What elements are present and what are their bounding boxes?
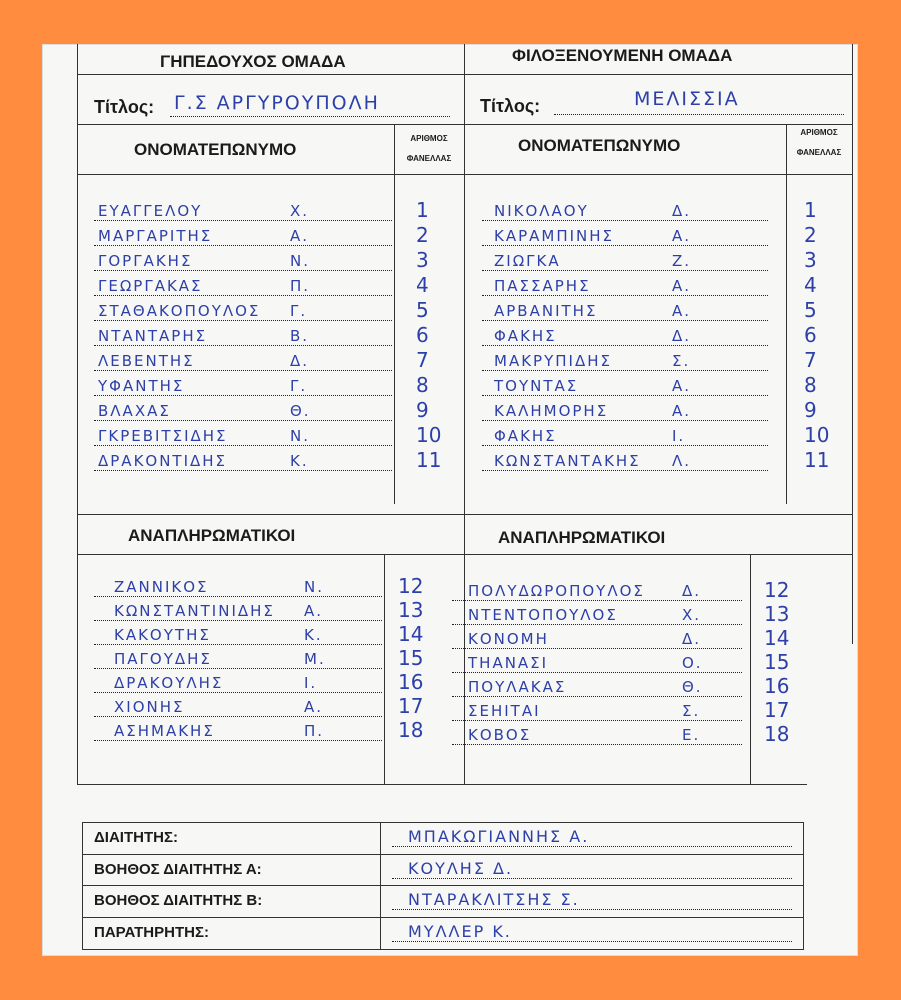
away-title-label: Τίτλος: xyxy=(480,96,541,116)
away-sub-player-initial: Δ. xyxy=(682,582,702,600)
home-player-initial: Γ. xyxy=(290,302,308,320)
away-sub-player-initial: Ε. xyxy=(682,726,701,744)
home-subs-heading: ΑΝΑΠΛΗΡΩΜΑΤΙΚΟΙ xyxy=(128,526,296,545)
home-shirt-number: 8 xyxy=(416,373,429,397)
home-player-initial: Δ. xyxy=(290,352,310,370)
away-sub-player-name: ΝΤΕΝΤΟΠΟΥΛΟΣ xyxy=(468,606,618,624)
home-team-heading: ΓΗΠΕΔΟΥΧΟΣ ΟΜΑΔΑ xyxy=(160,52,346,71)
away-team-heading: ΦΙΛΟΞΕΝΟΥΜΕΝΗ ΟΜΑΔΑ xyxy=(512,46,733,65)
away-name-header: ΟΝΟΜΑΤΕΠΩΝΥΜΟ xyxy=(518,136,681,155)
home-sub-row-line xyxy=(94,692,382,693)
home-row-line xyxy=(94,395,392,396)
away-player-initial: Α. xyxy=(672,402,692,420)
away-shirt-number: 10 xyxy=(804,423,830,447)
home-title-line xyxy=(170,116,450,117)
home-row-line xyxy=(94,295,392,296)
home-sub-player-name: ΑΣΗΜΑΚΗΣ xyxy=(114,722,215,740)
official-line xyxy=(392,909,792,910)
away-number-header xyxy=(786,126,852,160)
away-sub-player-initial: Χ. xyxy=(682,606,702,624)
home-row-line xyxy=(94,270,392,271)
home-player-initial: Ν. xyxy=(290,427,310,445)
home-shirt-number: 5 xyxy=(416,298,429,322)
home-subs-number-divider xyxy=(384,554,385,784)
subs-bottom-rule xyxy=(77,784,807,785)
home-sub-player-name: ΚΑΚΟΥΤΗΣ xyxy=(114,626,211,644)
center-divider xyxy=(464,44,465,784)
official-role-label: ΔΙΑΙΤΗΤΗΣ: xyxy=(94,829,178,846)
official-name: ΝΤΑΡΑΚΛΙΤΣΗΣ Σ. xyxy=(408,890,580,909)
away-player-name: ΦΑΚΗΣ xyxy=(494,427,557,445)
away-player-name: ΦΑΚΗΣ xyxy=(494,327,557,345)
away-sub-shirt-number: 15 xyxy=(764,650,790,674)
home-sub-row-line xyxy=(94,596,382,597)
home-shirt-number: 2 xyxy=(416,223,429,247)
away-sub-player-initial: Δ. xyxy=(682,630,702,648)
away-row-line xyxy=(482,270,768,271)
home-player-name: ΝΤΑΝΤΑΡΗΣ xyxy=(98,327,208,345)
home-player-initial: Ν. xyxy=(290,252,310,270)
away-sub-row-line xyxy=(452,744,742,745)
away-player-initial: Λ. xyxy=(672,452,692,470)
home-row-line xyxy=(94,245,392,246)
left-border xyxy=(77,44,78,784)
home-row-line xyxy=(94,370,392,371)
official-name: ΜΥΛΛΕΡ Κ. xyxy=(408,921,512,941)
home-sub-player-name: ΠΑΓΟΥΔΗΣ xyxy=(114,650,212,668)
away-shirt-number: 8 xyxy=(804,373,817,397)
home-row-line xyxy=(94,220,392,221)
away-row-line xyxy=(482,345,768,346)
home-sub-player-name: ΚΩΝΣΤΑΝΤΙΝΙΔΗΣ xyxy=(114,602,275,620)
home-player-name: ΓΚΡΕΒΙΤΣΙΔΗΣ xyxy=(98,427,228,445)
away-player-initial: Α. xyxy=(672,377,692,395)
home-sub-row-line xyxy=(94,644,382,645)
away-player-name: ΚΑΛΗΜΟΡΗΣ xyxy=(494,402,609,420)
home-sub-row-line xyxy=(94,668,382,669)
away-sub-row-line xyxy=(452,600,742,601)
away-row-line xyxy=(482,295,768,296)
away-player-name: ΝΙΚΟΛΑΟΥ xyxy=(494,202,589,220)
away-number-column-divider xyxy=(786,124,787,504)
away-sub-row-line xyxy=(452,624,742,625)
away-player-name: ΑΡΒΑΝΙΤΗΣ xyxy=(494,302,598,320)
home-title-label: Τίτλος: xyxy=(94,97,155,117)
away-row-line xyxy=(482,245,768,246)
home-player-initial: Χ. xyxy=(290,202,310,220)
home-player-initial: Α. xyxy=(290,227,310,245)
home-row-line xyxy=(94,320,392,321)
away-shirt-number: 11 xyxy=(804,448,830,472)
away-number-header-line2: ΦΑΝΕΛΛΑΣ xyxy=(796,148,842,157)
away-player-initial: Δ. xyxy=(672,327,692,345)
home-player-initial: Π. xyxy=(290,277,311,295)
home-player-name: ΔΡΑΚΟΝΤΙΔΗΣ xyxy=(98,452,228,470)
away-shirt-number: 5 xyxy=(804,298,817,322)
away-player-initial: Α. xyxy=(672,277,692,295)
away-subs-heading: ΑΝΑΠΛΗΡΩΜΑΤΙΚΟΙ xyxy=(498,528,666,547)
home-player-initial: Θ. xyxy=(290,402,311,420)
away-sub-shirt-number: 16 xyxy=(764,674,790,698)
title-rule xyxy=(77,124,852,125)
subs-header-rule xyxy=(77,554,852,555)
home-sub-player-initial: Π. xyxy=(304,722,325,740)
away-player-initial: Σ. xyxy=(672,352,691,370)
away-sub-player-name: ΠΟΛΥΔΩΡΟΠΟΥΛΟΣ xyxy=(468,582,645,600)
away-sub-player-name: ΣΕΗΙΤΑΙ xyxy=(468,702,541,720)
away-row-line xyxy=(482,445,768,446)
home-player-name: ΣΤΑΘΑΚΟΠΟΥΛΟΣ xyxy=(98,302,261,320)
home-player-name: ΛΕΒΕΝΤΗΣ xyxy=(98,352,195,370)
home-sub-shirt-number: 17 xyxy=(398,694,424,718)
away-shirt-number: 2 xyxy=(804,223,817,247)
away-shirt-number: 7 xyxy=(804,348,817,372)
home-row-line xyxy=(94,470,392,471)
away-player-initial: Ι. xyxy=(672,427,686,445)
away-sub-row-line xyxy=(452,672,742,673)
home-sub-shirt-number: 12 xyxy=(398,574,424,598)
home-player-initial: Γ. xyxy=(290,377,308,395)
away-sub-player-name: ΚΟΒΟΣ xyxy=(468,726,532,744)
away-number-header-line1: ΑΡΙΘΜΟΣ xyxy=(800,128,838,137)
official-name: ΚΟΥΛΗΣ Δ. xyxy=(408,858,514,878)
home-sub-player-initial: Α. xyxy=(304,602,324,620)
home-sub-player-initial: Ι. xyxy=(304,674,318,692)
official-role-label: ΒΟΗΘΟΣ ΔΙΑΙΤΗΤΗΣ Α: xyxy=(94,860,262,878)
away-subs-number-divider xyxy=(750,554,751,784)
away-sub-shirt-number: 12 xyxy=(764,578,790,602)
home-row-line xyxy=(94,445,392,446)
away-player-initial: Α. xyxy=(672,302,692,320)
away-player-name: ΚΑΡΑΜΠΙΝΗΣ xyxy=(494,227,615,245)
away-row-line xyxy=(482,220,768,221)
home-player-initial: Β. xyxy=(290,327,310,345)
home-shirt-number: 3 xyxy=(416,248,429,272)
away-row-line xyxy=(482,370,768,371)
home-sub-shirt-number: 15 xyxy=(398,646,424,670)
home-number-header xyxy=(394,132,464,166)
home-sub-player-initial: Κ. xyxy=(304,626,323,644)
away-row-line xyxy=(482,320,768,321)
away-sub-shirt-number: 18 xyxy=(764,722,790,746)
home-player-name: ΓΕΩΡΓΑΚΑΣ xyxy=(98,277,203,295)
match-sheet xyxy=(42,44,858,956)
away-player-name: ΠΑΣΣΑΡΗΣ xyxy=(494,277,591,295)
home-shirt-number: 11 xyxy=(416,448,442,472)
away-sub-shirt-number: 14 xyxy=(764,626,790,650)
officials-divider xyxy=(380,822,381,950)
away-sub-shirt-number: 13 xyxy=(764,602,790,626)
official-name: ΜΠΑΚΩΓΙΑΝΝΗΣ Α. xyxy=(408,827,590,846)
away-sub-player-initial: Σ. xyxy=(682,702,701,720)
away-shirt-number: 1 xyxy=(804,198,817,222)
official-line xyxy=(392,846,792,847)
home-sub-shirt-number: 14 xyxy=(398,622,424,646)
away-player-name: ΖΙΩΓΚΑ xyxy=(494,252,561,270)
home-title-value: Γ.Σ ΑΡΓΥΡΟΥΠΟΛΗ xyxy=(174,92,380,114)
away-shirt-number: 3 xyxy=(804,248,817,272)
home-sub-row-line xyxy=(94,620,382,621)
home-shirt-number: 10 xyxy=(416,423,442,447)
away-row-line xyxy=(482,395,768,396)
home-shirt-number: 6 xyxy=(416,323,429,347)
officials-row-rule xyxy=(82,854,804,855)
away-title-value: ΜΕΛΙΣΣΙΑ xyxy=(634,88,740,110)
away-row-line xyxy=(482,470,768,471)
home-number-column-divider xyxy=(394,124,395,504)
away-player-initial: Α. xyxy=(672,227,692,245)
away-sub-player-name: ΚΟΝΟΜΗ xyxy=(468,630,549,648)
away-player-initial: Δ. xyxy=(672,202,692,220)
home-player-name: ΓΟΡΓΑΚΗΣ xyxy=(98,252,193,270)
away-player-name: ΚΩΝΣΤΑΝΤΑΚΗΣ xyxy=(494,452,641,470)
home-sub-player-name: ΖΑΝΝΙΚΟΣ xyxy=(114,578,209,596)
home-sub-shirt-number: 13 xyxy=(398,598,424,622)
official-line xyxy=(392,941,792,942)
away-row-line xyxy=(482,420,768,421)
home-number-header-line1: ΑΡΙΘΜΟΣ xyxy=(410,134,448,143)
header-rule xyxy=(77,174,852,175)
away-player-name: ΜΑΚΡΥΠΙΔΗΣ xyxy=(494,352,612,370)
away-sub-shirt-number: 17 xyxy=(764,698,790,722)
away-sub-player-name: ΤΗΑΝΑΣΙ xyxy=(468,654,549,672)
away-sub-row-line xyxy=(452,648,742,649)
home-sub-player-initial: Α. xyxy=(304,698,324,716)
home-sub-player-initial: Ν. xyxy=(304,578,324,596)
home-sub-shirt-number: 18 xyxy=(398,718,424,742)
away-shirt-number: 9 xyxy=(804,398,817,422)
heading-rule xyxy=(77,74,852,75)
home-sub-row-line xyxy=(94,740,382,741)
away-sub-player-name: ΠΟΥΛΑΚΑΣ xyxy=(468,678,567,696)
home-sub-shirt-number: 16 xyxy=(398,670,424,694)
home-sub-player-name: ΔΡΑΚΟΥΛΗΣ xyxy=(114,674,224,692)
away-sub-player-initial: Ο. xyxy=(682,654,703,672)
home-row-line xyxy=(94,345,392,346)
official-role-label: ΠΑΡΑΤΗΡΗΤΗΣ: xyxy=(94,923,209,941)
officials-row-rule xyxy=(82,917,804,918)
away-sub-row-line xyxy=(452,696,742,697)
home-row-line xyxy=(94,420,392,421)
home-player-name: ΜΑΡΓΑΡΙΤΗΣ xyxy=(98,227,213,245)
home-number-header-line2: ΦΑΝΕΛΛΑΣ xyxy=(406,154,452,163)
home-shirt-number: 4 xyxy=(416,273,429,297)
home-sub-row-line xyxy=(94,716,382,717)
official-line xyxy=(392,878,792,879)
home-name-header: ΟΝΟΜΑΤΕΠΩΝΥΜΟ xyxy=(134,140,297,159)
home-player-name: ΕΥΑΓΓΕΛΟΥ xyxy=(98,202,203,220)
away-shirt-number: 4 xyxy=(804,273,817,297)
away-sub-player-initial: Θ. xyxy=(682,678,703,696)
away-player-initial: Ζ. xyxy=(672,252,692,270)
home-shirt-number: 9 xyxy=(416,398,429,422)
home-shirt-number: 7 xyxy=(416,348,429,372)
subs-top-rule xyxy=(77,514,852,515)
home-shirt-number: 1 xyxy=(416,198,429,222)
home-player-initial: Κ. xyxy=(290,452,309,470)
away-shirt-number: 6 xyxy=(804,323,817,347)
official-role-label: ΒΟΗΘΟΣ ΔΙΑΙΤΗΤΗΣ Β: xyxy=(94,892,263,909)
away-player-name: ΤΟΥΝΤΑΣ xyxy=(494,377,579,395)
home-player-name: ΒΛΑΧΑΣ xyxy=(98,402,171,420)
away-sub-row-line xyxy=(452,720,742,721)
home-player-name: ΥΦΑΝΤΗΣ xyxy=(98,377,185,395)
home-sub-player-name: ΧΙΟΝΗΣ xyxy=(114,698,185,716)
home-sub-player-initial: Μ. xyxy=(304,650,326,668)
right-border xyxy=(852,44,853,644)
away-title-line xyxy=(554,114,844,115)
officials-row-rule xyxy=(82,885,804,886)
